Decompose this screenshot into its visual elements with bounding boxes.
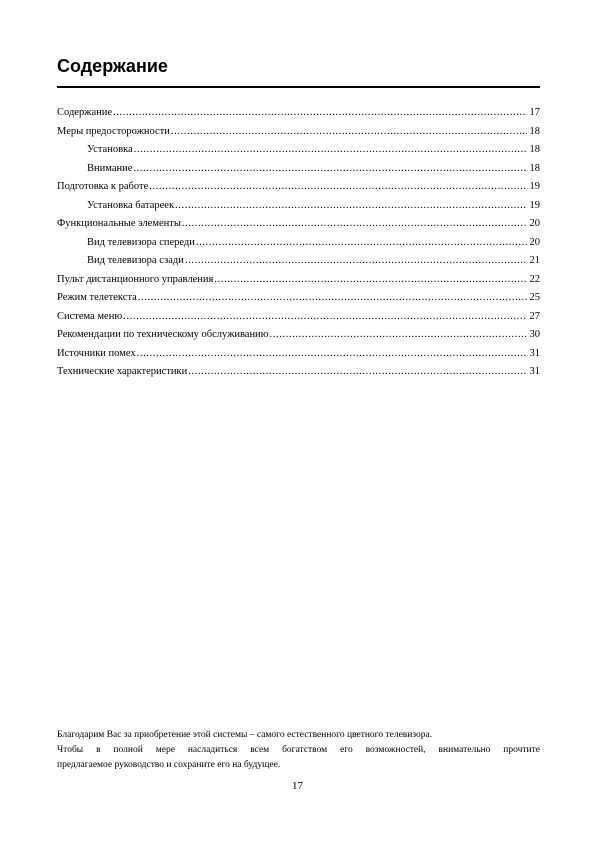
toc-entry[interactable]: [57, 197, 540, 216]
toc-entry[interactable]: [57, 141, 540, 160]
toc-entry[interactable]: [57, 160, 540, 179]
toc-dot-leader: [188, 363, 527, 382]
toc-entry[interactable]: [57, 215, 540, 234]
toc-entry[interactable]: [57, 234, 540, 253]
toc-dot-leader: [270, 326, 527, 345]
toc-entry-page: 18: [529, 125, 540, 137]
toc-entry-page: 21: [529, 255, 540, 266]
toc-entry-label: Вид телевизора спереди: [87, 236, 195, 248]
toc-entry[interactable]: [57, 289, 540, 308]
thank-you-line-1: Благодарим Вас за приобретение этой системы – самого естественного цветного телевизора.: [57, 730, 433, 740]
toc-entry-label: Вид телевизора сзади: [87, 255, 184, 266]
toc-entry-page: 25: [529, 292, 540, 303]
page-title: Содержание: [57, 56, 168, 76]
toc-entry-label: Установка: [87, 144, 133, 155]
toc-entry-page: 18: [529, 162, 540, 174]
toc-entry[interactable]: [57, 178, 540, 197]
toc-entry-page: 31: [529, 347, 540, 359]
toc-entry-page: 22: [529, 273, 540, 285]
toc-entry-page: 27: [529, 310, 540, 322]
toc-entry[interactable]: [57, 363, 540, 382]
toc-entry[interactable]: [57, 123, 540, 142]
toc-entry-page: 20: [529, 218, 540, 229]
toc-entry[interactable]: [57, 345, 540, 364]
thank-you-line-2: Чтобы в полной мере насладиться всем богатством его возможностей, внимательно прочтите: [57, 745, 540, 755]
toc-dot-leader: [185, 252, 527, 271]
toc-entry-label: Рекомендации по техническому обслуживанию: [57, 329, 269, 340]
toc-dot-leader: [133, 160, 527, 179]
toc-dot-leader: [123, 308, 527, 327]
toc-entry-page: 19: [529, 199, 540, 211]
toc-entry[interactable]: [57, 252, 540, 271]
toc-entry[interactable]: [57, 104, 540, 123]
thank-you-note: [57, 728, 540, 773]
toc-dot-leader: [149, 178, 527, 197]
toc-dot-leader: [196, 234, 527, 253]
toc-dot-leader: [175, 197, 527, 216]
toc-dot-leader: [134, 141, 527, 160]
page-number: 17: [292, 780, 303, 792]
toc-dot-leader: [138, 289, 527, 308]
toc-entry-page: 30: [529, 329, 540, 340]
toc-entry-label: Внимание: [87, 162, 133, 174]
toc-dot-leader: [182, 215, 527, 234]
toc-entry[interactable]: [57, 308, 540, 327]
table-of-contents: [57, 104, 540, 382]
toc-entry[interactable]: [57, 326, 540, 345]
toc-entry-page: 18: [529, 144, 540, 155]
thank-you-line-3: предлагаемое руководство и сохраните его на будущее.: [57, 760, 281, 770]
toc-entry-label: Пульт дистанционного управления: [57, 273, 214, 285]
toc-dot-leader: [137, 345, 527, 364]
toc-entry-label: Технические характеристики: [57, 366, 188, 377]
toc-dot-leader: [214, 271, 527, 290]
toc-entry-label: Меры предосторожности: [57, 125, 170, 137]
toc-entry-label: Источники помех: [57, 347, 136, 359]
toc-dot-leader: [113, 104, 527, 123]
toc-entry-page: 20: [529, 236, 540, 248]
toc-entry-label: Режим телетекста: [57, 292, 137, 303]
toc-entry-label: Установка батареек: [87, 199, 175, 211]
toc-entry-label: Подготовка к работе: [57, 181, 149, 192]
toc-entry[interactable]: [57, 271, 540, 290]
toc-entry-label: Система меню: [57, 310, 123, 322]
toc-dot-leader: [171, 123, 527, 142]
toc-entry-page: 19: [529, 181, 540, 192]
title-divider: [57, 86, 540, 88]
toc-entry-page: 17: [529, 107, 540, 118]
toc-entry-label: Функциональные элементы: [57, 218, 181, 229]
toc-entry-page: 31: [529, 366, 540, 377]
toc-entry-label: Содержание: [57, 107, 113, 118]
